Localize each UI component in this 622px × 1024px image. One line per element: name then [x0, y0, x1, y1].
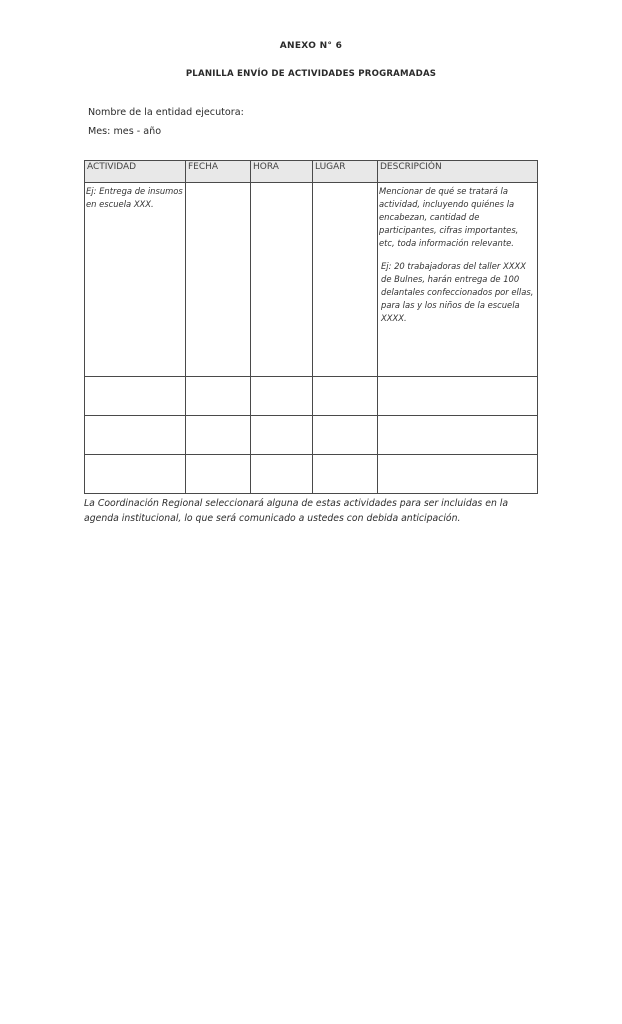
actividad-cell[interactable]: [85, 377, 186, 416]
table-row: [85, 455, 538, 494]
descripcion-cell[interactable]: [378, 183, 538, 377]
column-header-descripcion: DESCRIPCIÓN: [378, 161, 538, 183]
column-header-actividad: ACTIVIDAD: [85, 161, 186, 183]
entity-name-label: Nombre de la entidad ejecutora:: [88, 107, 244, 118]
footer-note: La Coordinación Regional seleccionará alguna de estas actividades para ser incluidas en la agenda institucional, lo que será comunicado a ustedes con debida anticipación.: [84, 498, 509, 524]
table-header-row: [85, 161, 538, 183]
fecha-cell[interactable]: [186, 416, 251, 455]
descripcion-cell[interactable]: [378, 416, 538, 455]
actividad-cell[interactable]: [85, 183, 186, 377]
hora-cell[interactable]: [251, 183, 313, 377]
lugar-cell[interactable]: [313, 455, 378, 494]
example-activity-text: Ej: Entrega de insumos en escuela XXX.: [86, 186, 183, 209]
description-example-text: Ej: 20 trabajadoras del taller XXXX de Bulnes, harán entrega de 100 delantales confeccionados por ellas, para las y los niños de la escuela XXXX.: [381, 261, 534, 323]
hora-cell[interactable]: [251, 377, 313, 416]
table-row: [85, 183, 538, 377]
descripcion-cell[interactable]: [378, 377, 538, 416]
actividad-cell[interactable]: [85, 416, 186, 455]
column-header-lugar: LUGAR: [313, 161, 378, 183]
form-title: PLANILLA ENVÍO DE ACTIVIDADES PROGRAMADAS: [185, 69, 437, 79]
table-row: [85, 377, 538, 416]
table-row: [85, 416, 538, 455]
hora-cell[interactable]: [251, 455, 313, 494]
hora-cell[interactable]: [251, 416, 313, 455]
column-header-fecha: FECHA: [186, 161, 251, 183]
annex-number: ANEXO N° 6: [279, 41, 343, 51]
descripcion-cell[interactable]: [378, 455, 538, 494]
column-header-hora: HORA: [251, 161, 313, 183]
actividad-cell[interactable]: [85, 455, 186, 494]
lugar-cell[interactable]: [313, 416, 378, 455]
fecha-cell[interactable]: [186, 183, 251, 377]
month-year-label: Mes: mes - año: [88, 126, 162, 137]
lugar-cell[interactable]: [313, 377, 378, 416]
fecha-cell[interactable]: [186, 455, 251, 494]
activities-table: [84, 160, 538, 494]
description-instruction-text: Mencionar de qué se tratará la actividad, incluyendo quiénes la encabezan, cantidad de participantes, cifras importantes, etc, toda información relevante.: [379, 186, 519, 248]
lugar-cell[interactable]: [313, 183, 378, 377]
fecha-cell[interactable]: [186, 377, 251, 416]
